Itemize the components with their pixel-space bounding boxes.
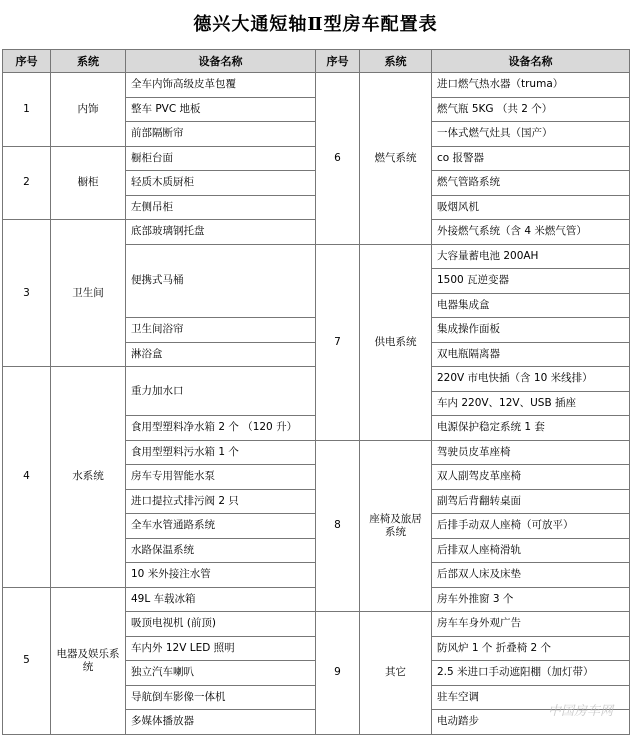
- device-cell: 车内外 12V LED 照明: [126, 636, 316, 661]
- group-system: 燃气系统: [360, 73, 432, 245]
- device-cell: 进口燃气热水器（truma）: [432, 73, 630, 98]
- device-cell: 后排双人座椅滑轨: [432, 538, 630, 563]
- header-system: 系统: [360, 50, 432, 73]
- group-system: 水系统: [51, 367, 126, 588]
- device-cell: 吸烟风机: [432, 195, 630, 220]
- device-cell: 副驾后背翻转桌面: [432, 489, 630, 514]
- device-cell: 底部玻璃钢托盘: [126, 220, 316, 245]
- device-cell: 电源保护稳定系统 1 套: [432, 416, 630, 441]
- device-cell: 49L 车载冰箱: [126, 587, 316, 612]
- group-system: 内饰: [51, 73, 126, 147]
- group-no: 7: [316, 244, 360, 440]
- device-cell: 1500 瓦逆变器: [432, 269, 630, 294]
- device-cell: 独立汽车喇叭: [126, 661, 316, 686]
- device-cell: 导航倒车影像一体机: [126, 685, 316, 710]
- device-cell: 吸顶电视机 (前顶): [126, 612, 316, 637]
- device-cell: 重力加水口: [126, 367, 316, 416]
- device-cell: 便携式马桶: [126, 244, 316, 318]
- device-cell: 外接燃气系统（含 4 米燃气管）: [432, 220, 630, 245]
- group-no: 9: [316, 612, 360, 735]
- header-system: 系统: [51, 50, 126, 73]
- device-cell: 房车专用智能水泵: [126, 465, 316, 490]
- device-cell: 大容量蓄电池 200AH: [432, 244, 630, 269]
- device-cell: 房车外推窗 3 个: [432, 587, 630, 612]
- device-cell: 驾驶员皮革座椅: [432, 440, 630, 465]
- device-cell: 2.5 米进口手动遮阳棚（加灯带）: [432, 661, 630, 686]
- device-cell: 车内 220V、12V、USB 插座: [432, 391, 630, 416]
- device-cell: 双电瓶隔离器: [432, 342, 630, 367]
- device-cell: co 报警器: [432, 146, 630, 171]
- header-row: [3, 50, 630, 73]
- device-cell: 后排手动双人座椅（可放平）: [432, 514, 630, 539]
- device-cell: 卫生间浴帘: [126, 318, 316, 343]
- device-cell: 电动踏步: [432, 710, 630, 735]
- group-no: 5: [3, 587, 51, 734]
- device-cell: 后部双人床及床垫: [432, 563, 630, 588]
- device-cell: 220V 市电快插（含 10 米线排）: [432, 367, 630, 392]
- group-no: 3: [3, 220, 51, 367]
- group-no: 4: [3, 367, 51, 588]
- device-cell: 水路保温系统: [126, 538, 316, 563]
- device-cell: 食用型塑料净水箱 2 个 （120 升）: [126, 416, 316, 441]
- device-cell: 橱柜台面: [126, 146, 316, 171]
- header-device: 设备名称: [432, 50, 630, 73]
- group-system: 座椅及旅居系统: [360, 440, 432, 612]
- device-cell: 全车内饰高级皮革包覆: [126, 73, 316, 98]
- group-no: 8: [316, 440, 360, 612]
- header-device: 设备名称: [126, 50, 316, 73]
- device-cell: 防风炉 1 个 折叠椅 2 个: [432, 636, 630, 661]
- device-cell: 燃气瓶 5KG （共 2 个）: [432, 97, 630, 122]
- header-no: 序号: [3, 50, 51, 73]
- device-cell: 左侧吊柜: [126, 195, 316, 220]
- page-title: 德兴大通短轴Ⅱ型房车配置表: [193, 14, 438, 35]
- device-cell: 全车水管通路系统: [126, 514, 316, 539]
- device-cell: 驻车空调: [432, 685, 630, 710]
- group-no: 2: [3, 146, 51, 220]
- header-no: 序号: [316, 50, 360, 73]
- watermark: 中国房车网: [547, 704, 613, 719]
- device-cell: 进口提拉式排污阀 2 只: [126, 489, 316, 514]
- device-cell: 房车车身外观广告: [432, 612, 630, 637]
- device-cell: 电器集成盒: [432, 293, 630, 318]
- device-cell: 一体式燃气灶具（国产）: [432, 122, 630, 147]
- group-no: 1: [3, 73, 51, 147]
- device-cell: 10 米外接注水管: [126, 563, 316, 588]
- device-cell: 前部隔断帘: [126, 122, 316, 147]
- group-no: 6: [316, 73, 360, 245]
- device-cell: 整车 PVC 地板: [126, 97, 316, 122]
- table-row: [3, 73, 630, 98]
- group-system: 电器及娱乐系统: [51, 587, 126, 734]
- device-cell: 多媒体播放器: [126, 710, 316, 735]
- group-system: 橱柜: [51, 146, 126, 220]
- device-cell: 淋浴盒: [126, 342, 316, 367]
- device-cell: 食用型塑料污水箱 1 个: [126, 440, 316, 465]
- config-table: [2, 49, 630, 735]
- group-system: 卫生间: [51, 220, 126, 367]
- device-cell: 集成操作面板: [432, 318, 630, 343]
- device-cell: 燃气管路系统: [432, 171, 630, 196]
- group-system: 其它: [360, 612, 432, 735]
- device-cell: 轻质木质厨柜: [126, 171, 316, 196]
- device-cell: 双人副驾皮革座椅: [432, 465, 630, 490]
- group-system: 供电系统: [360, 244, 432, 440]
